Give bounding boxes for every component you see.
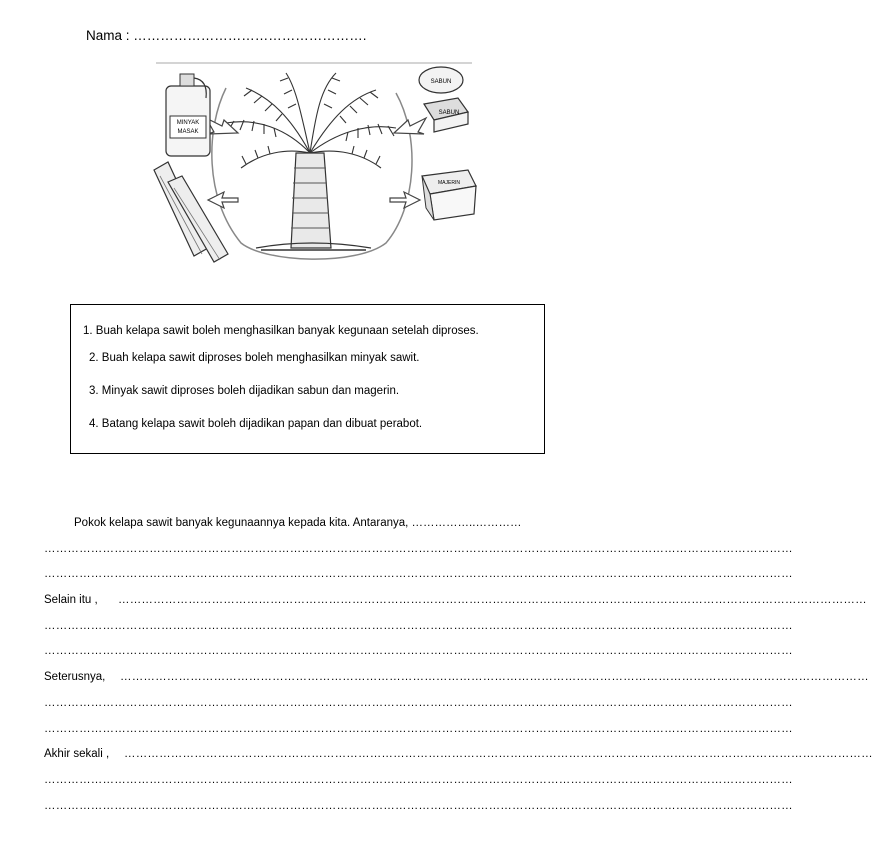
answer-line-8: ………………………………………………………………………………………………………………………………………………………………………… [44,723,793,735]
answer-line-5: ………………………………………………………………………………………………………………………………………………………………………… [44,645,793,657]
palm-trunk [256,153,371,250]
answer-line-4: ………………………………………………………………………………………………………………………………………………………………………… [44,620,793,632]
answer-line-7: ………………………………………………………………………………………………………………………………………………………………………… [44,697,793,709]
fact-1: 1. Buah kelapa sawit boleh menghasilkan banyak kegunaan setelah diproses. [83,325,479,337]
cooking-oil-bottle [166,74,210,156]
answer-line-9: ………………………………………………………………………………………………………………………………………………………………………… [124,748,873,760]
selain-label: Selain itu , [44,594,98,606]
fact-4: 4. Batang kelapa sawit boleh dijadikan papan dan dibuat perabot. [89,418,423,430]
soap-bars [419,67,468,132]
soap-top-label: SABUN [430,79,452,85]
answer-line-1: ………………………………………………………………………………………………………………………………………………………………………… [44,543,793,555]
fact-2: 2. Buah kelapa sawit diproses boleh menghasilkan minyak sawit. [89,352,420,364]
name-line: Nama : ……………………………………………. [86,28,367,43]
facts-box [70,304,545,454]
tub-label: MAJERIN [438,180,460,186]
svg-text:MASAK: MASAK [177,129,199,135]
bottle-label: MINYAK [176,120,200,126]
akhir-label: Akhir sekali , [44,748,110,760]
answer-line-6: ………………………………………………………………………………………………………………………………………………………………………… [120,671,869,683]
answer-line-11: ………………………………………………………………………………………………………………………………………………………………………… [44,800,793,812]
seterusnya-label: Seterusnya, [44,671,106,683]
answer-line-10: ………………………………………………………………………………………………………………………………………………………………………… [44,774,793,786]
intro-line: Pokok kelapa sawit banyak kegunaannya kepada kita. Antaranya, ……………..………… [74,517,522,529]
margarine-tub [422,170,476,220]
oil-palm-illustration [146,58,482,268]
fact-3: 3. Minyak sawit diproses boleh dijadikan sabun dan magerin. [89,385,400,397]
answer-line-2: ………………………………………………………………………………………………………………………………………………………………………… [44,568,793,580]
wooden-planks [154,162,228,262]
answer-line-3: ………………………………………………………………………………………………………………………………………………………………………… [118,594,867,606]
soap-label: SABUN [438,110,460,116]
